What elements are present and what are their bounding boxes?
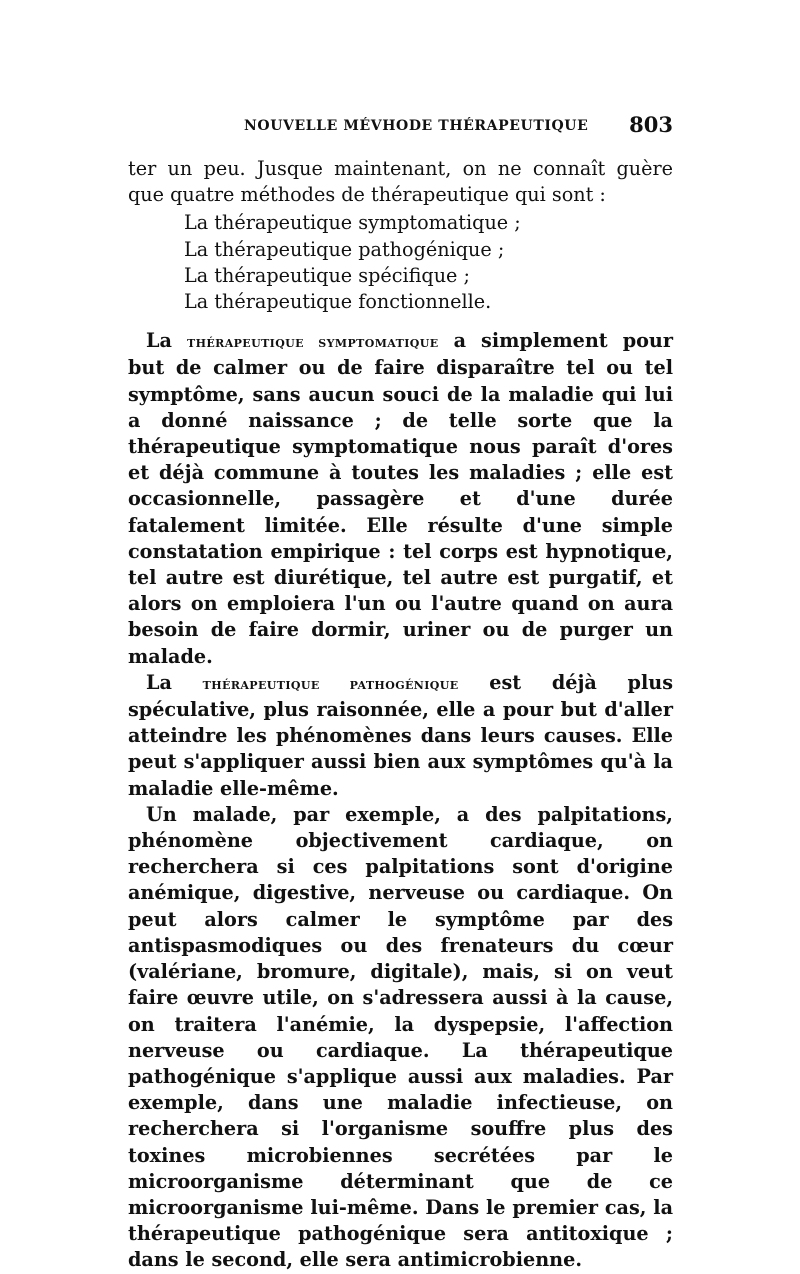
page-number: 803: [629, 112, 673, 137]
intro-paragraph: ter un peu. Jusque maintenant, on ne connaît guère que quatre méthodes de thérapeutique qui sont :: [128, 157, 673, 207]
pathogenic-paragraph: [128, 670, 673, 802]
paragraph-text: est déjà plus spéculative, plus raisonnée, elle a pour but d'aller atteindre les phénomènes dans leurs causes. Elle peut s'appliquer aussi bien aux symptômes qu'à la maladie elle-même.: [128, 670, 674, 800]
list-item: La thérapeutique pathogénique ;: [184, 237, 505, 261]
running-title: NOUVELLE MÉVHODE THÉRAPEUTIQUE: [244, 118, 589, 134]
term-pathogenic: thérapeutique pathogénique: [202, 673, 459, 693]
body-text: [128, 156, 673, 1274]
running-header: [128, 112, 673, 142]
term-symptomatic: thérapeutique symptomatique: [186, 332, 439, 352]
paragraph-text: a simplement pour but de calmer ou de faire disparaître tel ou tel symptôme, sans aucun souci de la maladie qui lui a donné naissance ; de telle sorte que la thérapeutique symptomatique nous paraît d'ores et déjà commune à toutes les maladies ; elle est occasionnelle, passagère et d'une durée fatalement limitée. Elle résulte d'une simple constatation empirique : tel corps est hypnotique, tel autre est diurétique, tel autre est purgatif, et alors on emploiera l'un ou l'autre quand on aura besoin de faire dormir, uriner ou de purger un malade.: [128, 329, 673, 668]
book-page: [128, 112, 673, 1274]
symptomatic-paragraph: [128, 328, 673, 670]
methods-list: [128, 210, 673, 315]
list-item: La thérapeutique spécifique ;: [184, 263, 470, 287]
paragraph-lead: La: [146, 329, 172, 353]
example-paragraph: Un malade, par exemple, a des palpitations, phénomène objectivement cardiaque, on recherchera si ces palpitations sont d'origine anémique, digestive, nerveuse ou cardiaque. On peut alors calmer le symptôme par des antispasmodiques ou des frenateurs du cœur (valériane, bromure, digitale), mais, si on veut faire œuvre utile, on s'adressera aussi à la cause, on traitera l'anémie, la dyspepsie, l'affection nerveuse ou cardiaque. La thérapeutique pathogénique s'applique aussi aux maladies. Par exemple, dans une maladie infectieuse, on recherchera si l'organisme souffre plus des toxines microbiennes secrétées par le microorganisme déterminant que de ce microorganisme lui-même. Dans le premier cas, la thérapeutique pathogénique sera antitoxique ; dans le second, elle sera antimicrobienne.: [128, 802, 673, 1272]
list-item: La thérapeutique symptomatique ;: [184, 211, 521, 235]
paragraph-lead: La: [146, 670, 172, 694]
list-item: La thérapeutique fonctionnelle.: [184, 290, 492, 314]
